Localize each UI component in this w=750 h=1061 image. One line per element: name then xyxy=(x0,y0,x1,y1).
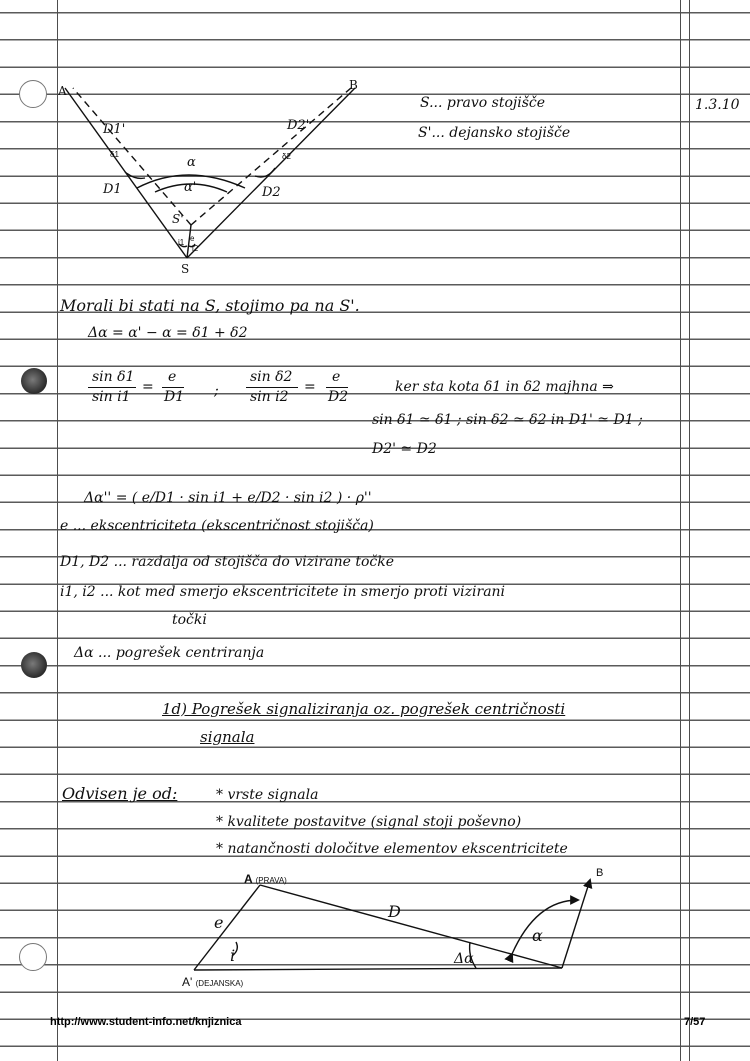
semicolon: ; xyxy=(214,383,219,399)
page-number: 7/57 xyxy=(684,1016,706,1028)
centering-error-formula: Δα'' = ( e/D1 · sin i1 + e/D2 · sin i2 ) · ρ'' xyxy=(84,490,372,506)
right-margin-line-2 xyxy=(689,0,690,1061)
note-line-1: Morali bi stati na S, stojimo pa na S'. xyxy=(60,296,360,315)
punch-hole-3 xyxy=(21,652,47,678)
footer-url: http://www.student-info.net/knjiznica xyxy=(50,1016,242,1028)
equals-2: = xyxy=(304,379,316,395)
point-s: S xyxy=(181,262,190,276)
legend-s: S... pravo stojišče xyxy=(420,95,546,111)
point-a-note: (PRAVA) xyxy=(255,876,287,885)
definition-e: e ... ekscentriciteta (ekscentričnost stojišča) xyxy=(60,518,374,534)
line-a-to-aprime xyxy=(194,885,260,970)
label-delta2: δ2 xyxy=(282,152,291,161)
point-a-true xyxy=(244,872,287,886)
label-i1: i1 xyxy=(178,238,185,247)
line-a-to-c xyxy=(260,885,562,968)
point-a-letter: A xyxy=(244,872,253,886)
arc-delta2 xyxy=(255,168,275,177)
label-alpha-prime: α' xyxy=(184,180,197,195)
fraction-1-rhs-denominator: D1 xyxy=(164,389,185,405)
definition-i: i1, i2 ... kot med smerjo ekscentricitete in smerjo proti vizirani xyxy=(60,584,506,600)
point-a-prime-letter: A' xyxy=(182,975,193,989)
section-title: 1d) Pogrešek signaliziranja oz. pogrešek centričnosti xyxy=(162,700,566,718)
fraction-2-rhs-bar xyxy=(326,387,348,388)
fraction-2-denominator: sin i2 xyxy=(250,389,289,405)
line-c-to-b xyxy=(562,880,590,968)
label-i-bottom: i xyxy=(230,946,236,965)
depends-label: Odvisen je od: xyxy=(62,784,178,803)
label-delta-alpha-bottom: Δα xyxy=(454,951,474,967)
approximation-line-3: D2' ≃ D2 xyxy=(372,441,437,457)
note-line-2: Δα = α' − α = δ1 + δ2 xyxy=(88,325,248,341)
label-alpha: α xyxy=(187,155,196,170)
arc-alpha xyxy=(512,900,578,954)
label-d1: D1 xyxy=(103,182,122,197)
punch-hole-1 xyxy=(19,80,47,108)
line-sprime-to-b xyxy=(191,88,351,225)
point-b: B xyxy=(349,78,358,92)
point-b-bottom: B xyxy=(596,867,604,879)
approximation-line-2: sin δ1 ≃ δ1 ; sin δ2 ≃ δ2 in D1' ≃ D1 ; xyxy=(372,412,643,428)
fraction-1-numerator: sin δ1 xyxy=(92,369,135,385)
punch-hole-4 xyxy=(19,943,47,971)
fraction-1-rhs-numerator: e xyxy=(168,369,177,385)
label-d1-prime: D1' xyxy=(103,122,126,137)
fraction-2-rhs-numerator: e xyxy=(332,369,341,385)
definition-i-continued: točki xyxy=(172,612,207,628)
label-e-bottom: e xyxy=(214,913,224,932)
right-margin-line-1 xyxy=(680,0,681,1061)
point-a: A xyxy=(58,84,67,98)
equals-1: = xyxy=(142,379,154,395)
label-delta1: δ1 xyxy=(110,150,119,159)
section-title-continued: signala xyxy=(200,728,255,746)
label-e: e xyxy=(190,234,195,243)
line-aprime-to-c xyxy=(194,968,562,970)
fraction-2-numerator: sin δ2 xyxy=(250,369,293,385)
label-alpha-bottom: α xyxy=(532,926,543,945)
line-sprime-to-a xyxy=(73,88,191,225)
depends-item-3: * natančnosti določitve elementov ekscentricitete xyxy=(216,841,568,857)
date-label: 1.3.10 xyxy=(695,97,740,113)
fraction-1-bar xyxy=(88,387,136,388)
legend-s-prime: S'... dejansko stojišče xyxy=(418,125,571,141)
label-s-prime: S' xyxy=(172,212,184,226)
label-d2-prime: D2' xyxy=(287,118,310,133)
approximation-line-1: ker sta kota δ1 in δ2 majhna ⇒ xyxy=(395,379,614,395)
definition-delta-alpha: Δα ... pogrešek centriranja xyxy=(74,645,265,661)
point-a-prime xyxy=(182,975,243,989)
eccentricity-diagram xyxy=(55,80,385,280)
point-a-prime-note: (DEJANSKA) xyxy=(195,979,244,988)
label-d-bottom: D xyxy=(388,902,401,921)
depends-item-2: * kvalitete postavitve (signal stoji poševno) xyxy=(216,814,522,830)
definition-d: D1, D2 ... razdalja od stojišča do vizirane točke xyxy=(60,554,395,570)
fraction-2-rhs-denominator: D2 xyxy=(328,389,349,405)
label-d2: D2 xyxy=(262,185,281,200)
fraction-1-rhs-bar xyxy=(162,387,184,388)
label-i2: i2 xyxy=(192,244,199,253)
punch-hole-2 xyxy=(21,368,47,394)
fraction-1-denominator: sin i1 xyxy=(92,389,131,405)
fraction-2-bar xyxy=(246,387,298,388)
depends-item-1: * vrste signala xyxy=(216,787,319,803)
